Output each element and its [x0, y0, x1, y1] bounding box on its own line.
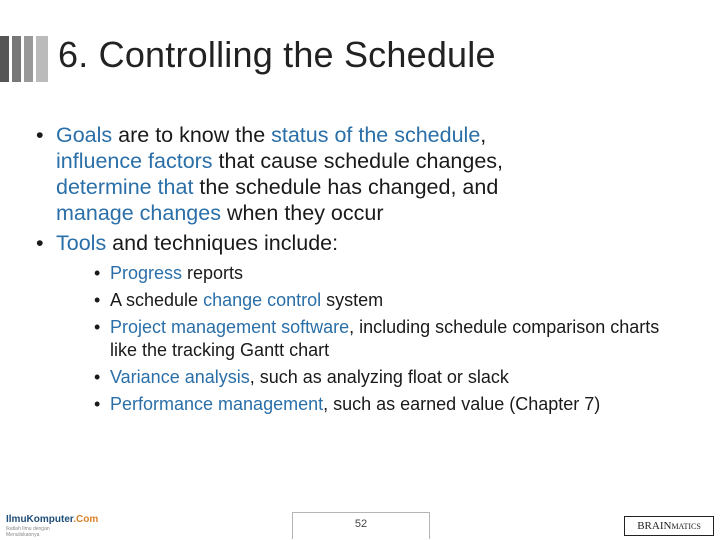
sub-bullet-progress: • Progress reports: [94, 263, 244, 283]
sub-bullet-pm-software: • Project management software, including schedule comparison charts like the tracking Gantt chart: [94, 317, 660, 360]
sub-bullet-performance: • Performance management, such as earned value (Chapter 7): [94, 394, 601, 414]
slide-title: 6. Controlling the Schedule: [58, 34, 496, 75]
term-tools: Tools: [56, 231, 107, 255]
term-goals: Goals: [56, 123, 113, 147]
bullet-dot: •: [94, 394, 101, 414]
slide-content: [28, 122, 688, 422]
bullet-dot: •: [94, 367, 101, 387]
bullet-tools: • Tools and techniques include:: [36, 231, 339, 255]
ilmukomputer-logo: IlmuKomputer.Com Ikatlah Ilmu dengan Menuliskannya: [6, 514, 99, 538]
term-determine: determine that: [56, 175, 194, 199]
brainmatics-logo: BRAINMATICS: [624, 516, 714, 536]
page-number: 52: [354, 518, 368, 530]
term-status: status of the schedule: [271, 123, 481, 147]
sub-bullet-change-control: • A schedule change control system: [94, 290, 384, 310]
bullet-dot: •: [94, 263, 101, 283]
bullet-dot: •: [36, 123, 44, 147]
bullet-goals: • Goals are to know the status of the schedule, influence factors that cause schedule changes, determine that the schedule has changed, and manage changes when they occur: [36, 123, 504, 225]
bullet-dot: •: [94, 317, 101, 337]
page-number-box: [292, 512, 430, 539]
title-accent-bars: [0, 36, 52, 82]
term-influence: influence factors: [56, 149, 213, 173]
sub-bullet-variance: • Variance analysis, such as analyzing float or slack: [94, 367, 509, 387]
bullet-dot: •: [94, 290, 101, 310]
term-manage: manage changes: [56, 201, 221, 225]
bullet-dot: •: [36, 231, 44, 255]
